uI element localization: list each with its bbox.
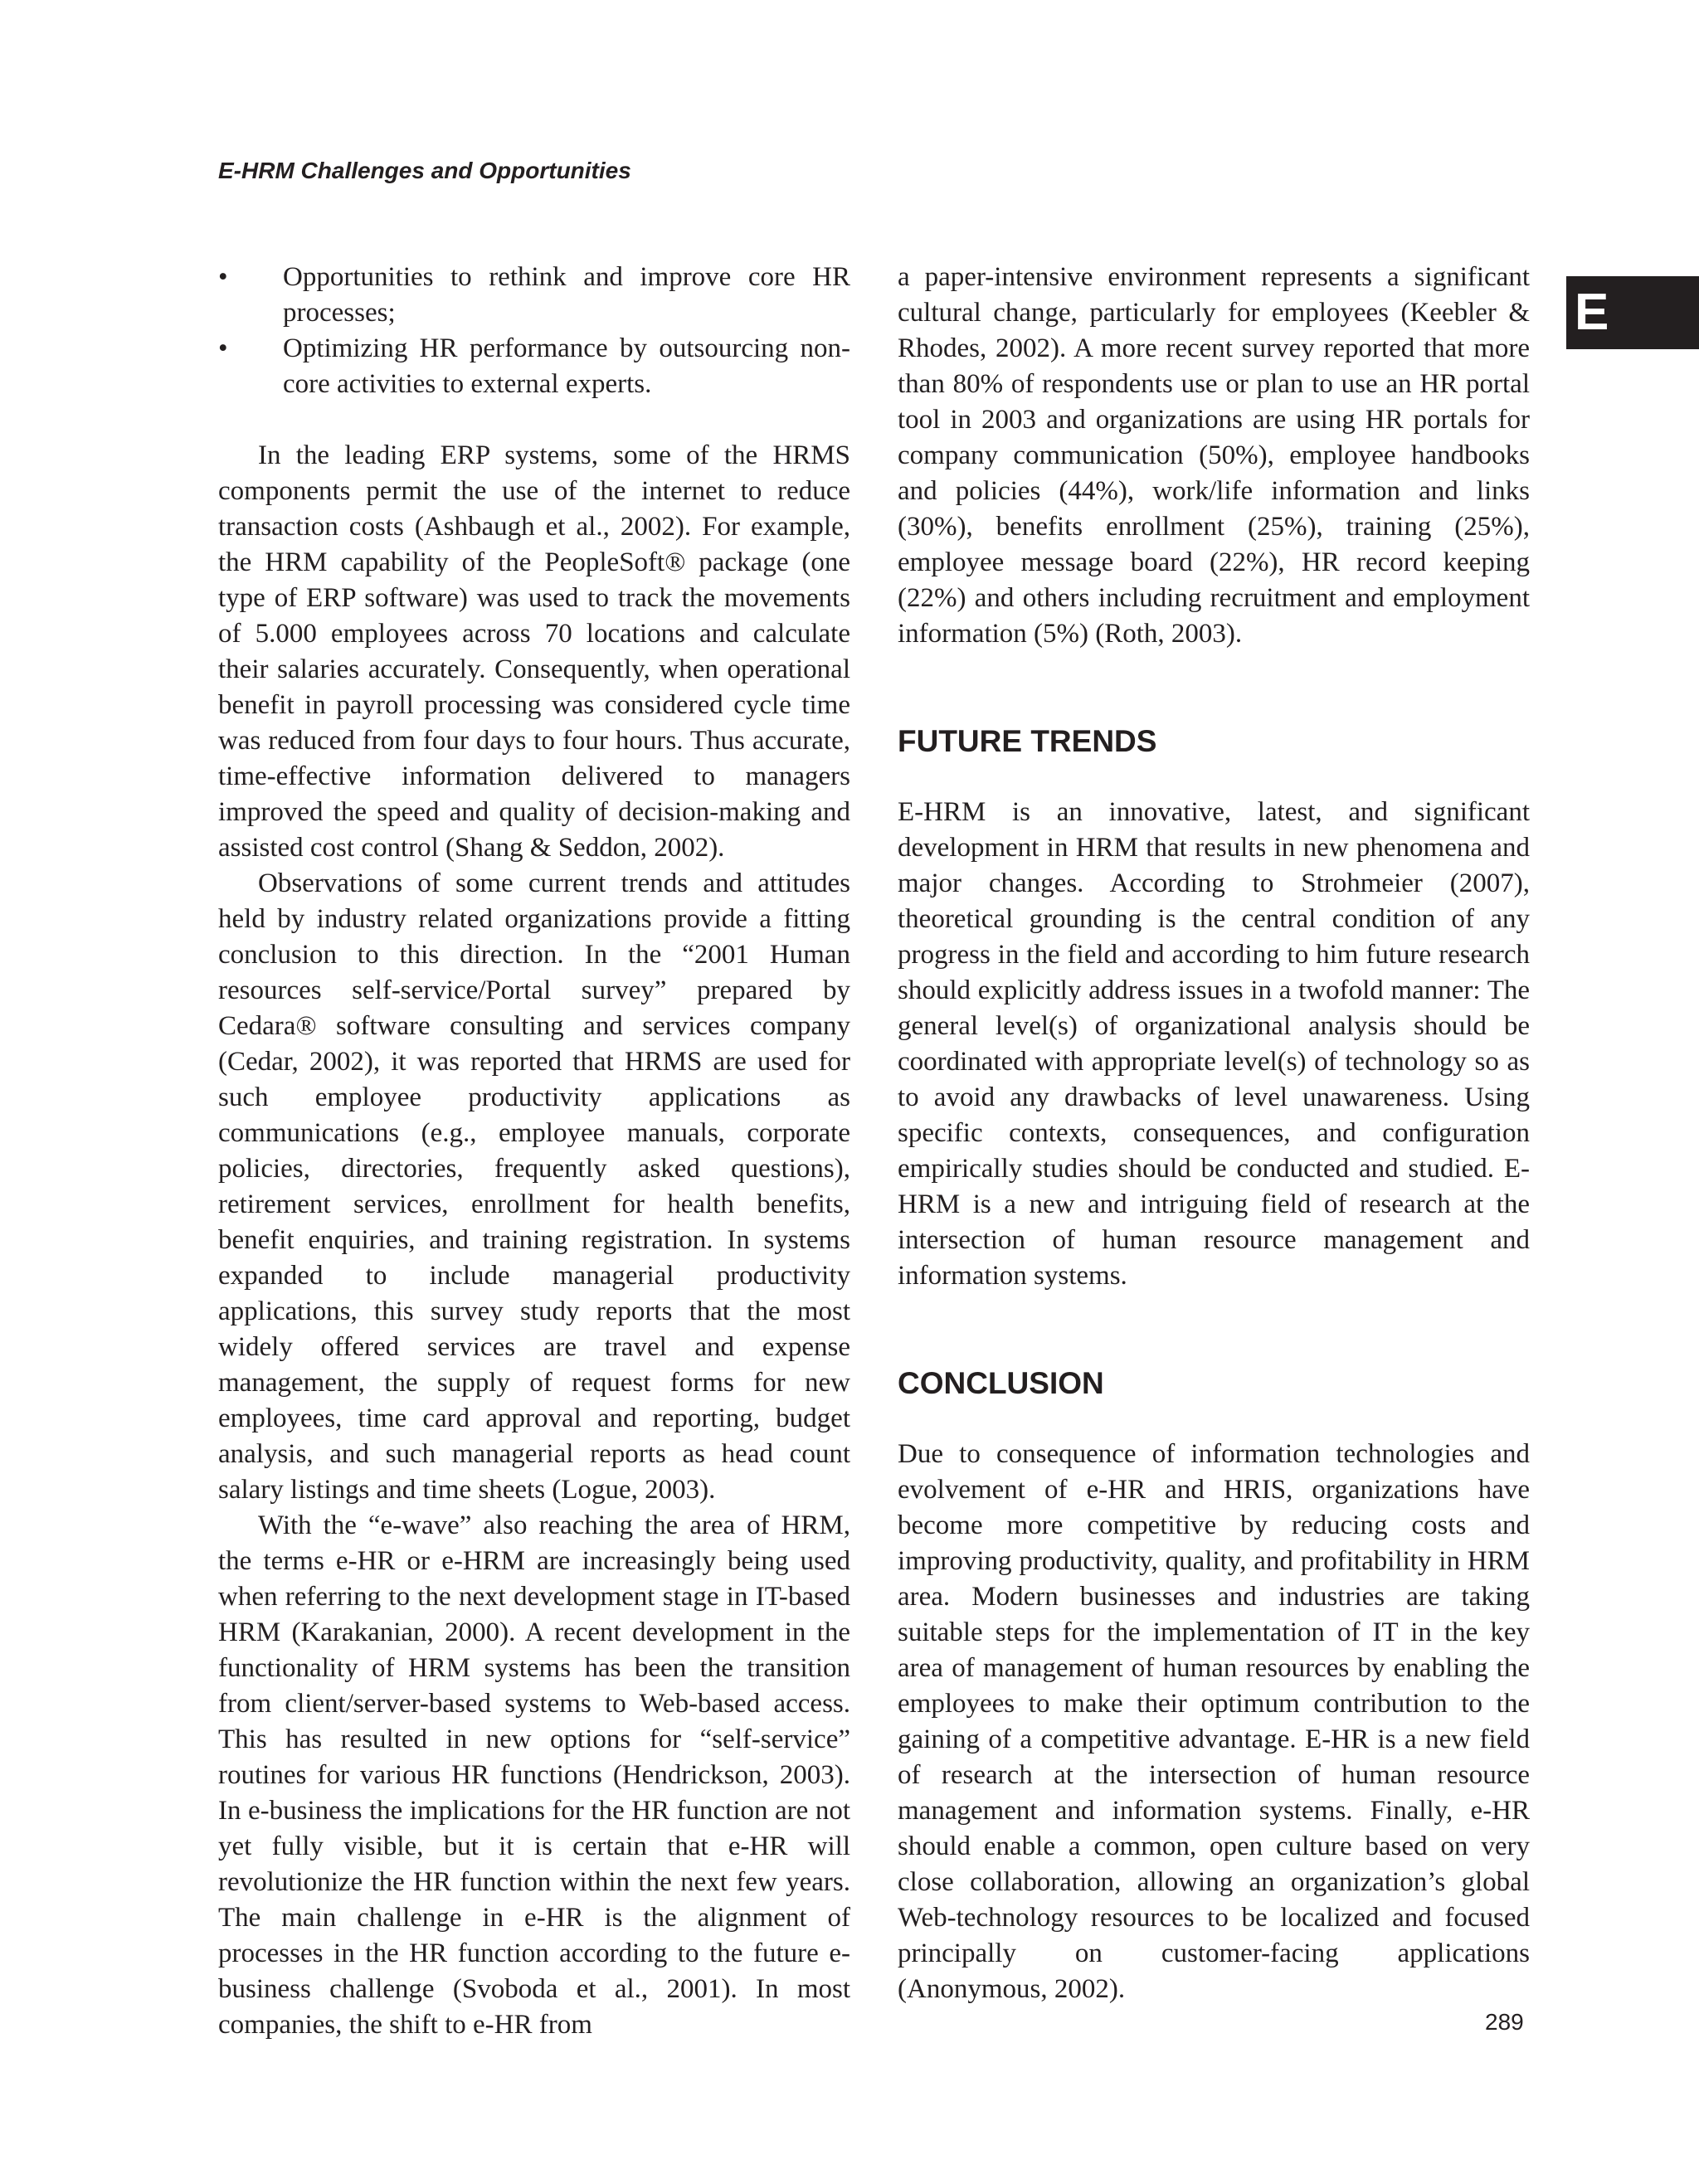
page-number: 289 [1485, 2009, 1524, 2035]
list-item [218, 260, 850, 331]
bullet-text: Opportunities to rethink and improve core HR processes; [283, 262, 850, 328]
bullet-marker: • [218, 262, 228, 292]
running-head: E-HRM Challenges and Opportunities [218, 158, 631, 183]
list-item [218, 331, 850, 402]
section-thumb-tab: E [1566, 276, 1699, 349]
bullet-text: Optimizing HR performance by outsourcing non-core activities to external experts. [283, 333, 850, 399]
body-paragraph: Due to consequence of information technologies and evolvement of e-HR and HRIS, organizations have become more competitive by reducing costs and improving productivity, quality, and profitability in HRM area. Modern businesses and industries are taking suitable steps for the implementation of IT in the key area of management of human resources by enabling the employees to make their optimum contribution to the gaining of a competitive advantage. E-HR is a new field of research at the intersection of human resource management and information systems. Finally, e-HR should enable a common, open culture based on very close collaboration, allowing an organization’s global Web-technology resources to be localized and focused principally on customer-facing applications (Anonymous, 2002). [898, 1439, 1530, 2004]
body-paragraph: Observations of some current trends and attitudes held by industry related organizations provide a fitting conclusion to this direction. In the “2001 Human resources self-service/Portal survey” prepared by Cedara® software consulting and services company (Cedar, 2002), it was reported that HRMS are used for such employee productivity applications as communications (e.g., employee manuals, corporate policies, directories, frequently asked questions), retirement services, enrollment for health benefits, benefit enquiries, and training registration. In systems expanded to include managerial productivity applications, this survey study reports that the most widely offered services are travel and expense management, the supply of request forms for new employees, time card approval and reporting, budget analysis, and such managerial reports as head count salary listings and time sheets (Logue, 2003). [218, 868, 850, 1505]
bullet-marker: • [218, 333, 228, 363]
body-paragraph: With the “e-wave” also reaching the area of HRM, the terms e-HR or e-HRM are increasingly being used when referring to the next development stage in IT-based HRM (Karakanian, 2000). A recent development in the functionality of HRM systems has been the transition from client/server-based systems to Web-based access. This has resulted in new options for “self-service” routines for various HR functions (Hendrickson, 2003). In e-business the implications for the HR function are not yet fully visible, but it is certain that e-HR will revolutionize the HR function within the next few years. The main challenge in e-HR is the alignment of processes in the HR function according to the future e-business challenge (Svoboda et al., 2001). In most companies, the shift to e-HR from [218, 1510, 850, 2040]
section-heading-conclusion: CONCLUSION [898, 1366, 1104, 1400]
bullet-list [218, 260, 850, 402]
body-paragraph: E-HRM is an innovative, latest, and significant development in HRM that results in new phenomena and major changes. According to Strohmeier (2007), theoretical grounding is the central condition of any progress in the field and according to him future research should explicitly address issues in a twofold manner: The general level(s) of organizational analysis should be coordinated with appropriate level(s) of technology so as to avoid any drawbacks of level unawareness. Using specific contexts, consequences, and configuration empirically studies should be conducted and studied. E-HRM is a new and intriguing field of research at the intersection of human resource management and information systems. [898, 797, 1530, 1291]
body-paragraph-continued: a paper-intensive environment represents a significant cultural change, particularly for employees (Keebler & Rhodes, 2002). A more recent survey reported that more than 80% of respondents use or plan to use an HR portal tool in 2003 and organizations are using HR portals for company communication (50%), employee handbooks and policies (44%), work/life information and links (30%), benefits enrollment (25%), training (25%), employee message board (22%), HR record keeping (22%) and others including recruitment and employment information (5%) (Roth, 2003). [898, 262, 1530, 649]
left-column [218, 260, 850, 2043]
right-column [898, 260, 1530, 2007]
section-heading-future-trends: FUTURE TRENDS [898, 724, 1157, 758]
body-paragraph: In the leading ERP systems, some of the HRMS components permit the use of the internet to reduce transaction costs (Ashbaugh et al., 2002). For example, the HRM capability of the PeopleSoft® package (one type of ERP software) was used to track the movements of 5.000 employees across 70 locations and calculate their salaries accurately. Consequently, when operational benefit in payroll processing was considered cycle time was reduced from four days to four hours. Thus accurate, time-effective information delivered to managers improved the speed and quality of decision-making and assisted cost control (Shang & Seddon, 2002). [218, 440, 850, 863]
